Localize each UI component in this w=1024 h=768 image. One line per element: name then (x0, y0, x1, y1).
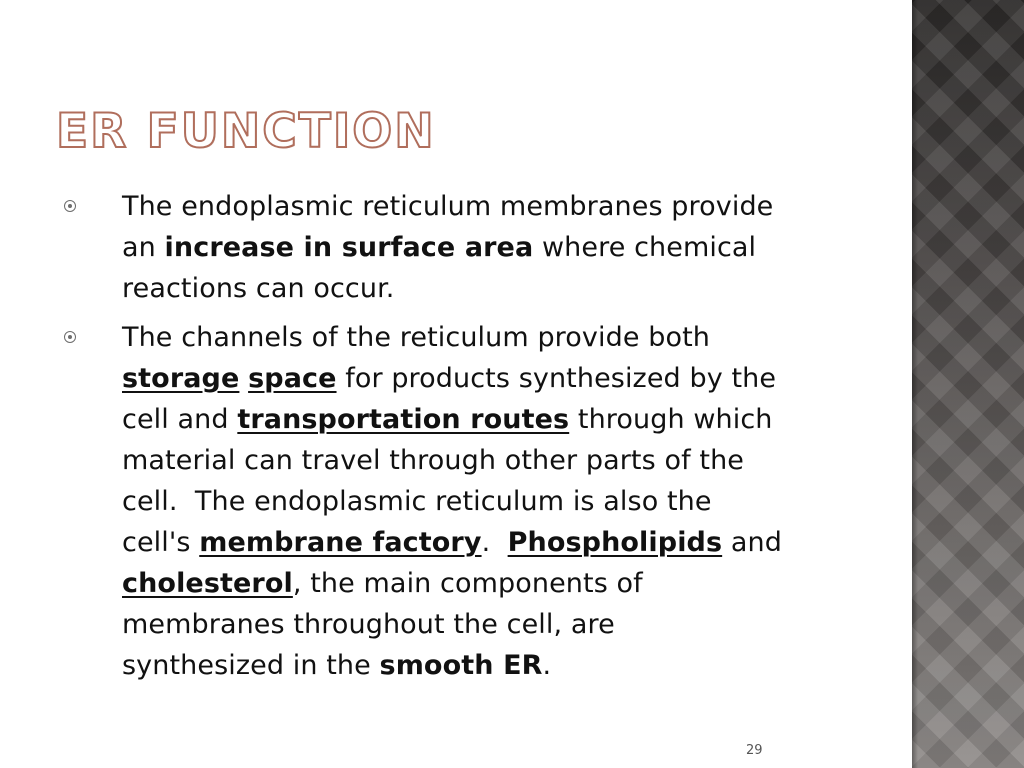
term-transportation-routes: transportation routes (237, 404, 570, 435)
bullet-text: for products synthesized by the (336, 363, 777, 394)
term-storage: storage (122, 363, 240, 394)
bullet-text: cell's (122, 527, 200, 558)
bullet-text (239, 363, 248, 394)
bullet-text: and (722, 527, 782, 558)
page-number: 29 (746, 743, 763, 758)
bullet-text: membranes throughout the cell, are (122, 609, 615, 640)
circled-dot-bullet-icon (64, 200, 76, 212)
bullet-text: where chemical (533, 232, 757, 263)
term-space: space (248, 363, 337, 394)
term-cholesterol: cholesterol (122, 568, 293, 599)
bullet-text: synthesized in the (122, 650, 380, 681)
bullet-text: material can travel through other parts of the (122, 445, 744, 476)
bullet-text: reactions can occur. (122, 273, 395, 304)
bullet-item-channels (56, 317, 856, 686)
bold-term-surface-area: increase in surface area (164, 232, 534, 263)
bullet-text: , the main components of (292, 568, 643, 599)
bullet-text: cell. The endoplasmic reticulum is also the (122, 486, 712, 517)
bullet-text: through which (569, 404, 773, 435)
bullet-text: an (122, 232, 165, 263)
slide-title: ER FUNCTION (56, 104, 436, 159)
bold-term-smooth-er: smooth ER (379, 650, 543, 681)
decorative-side-panel (912, 0, 1024, 768)
bullet-item-surface-area (56, 186, 856, 309)
bullet-text: . (542, 650, 552, 681)
term-membrane-factory: membrane factory (199, 527, 482, 558)
circled-dot-bullet-icon (64, 331, 76, 343)
bullet-text: cell and (122, 404, 238, 435)
bullet-text: . (481, 527, 508, 558)
bullet-text: The endoplasmic reticulum membranes provide (122, 191, 774, 222)
term-phospholipids: Phospholipids (507, 527, 723, 558)
bullet-list (56, 186, 856, 694)
bullet-text: The channels of the reticulum provide both (122, 322, 710, 353)
